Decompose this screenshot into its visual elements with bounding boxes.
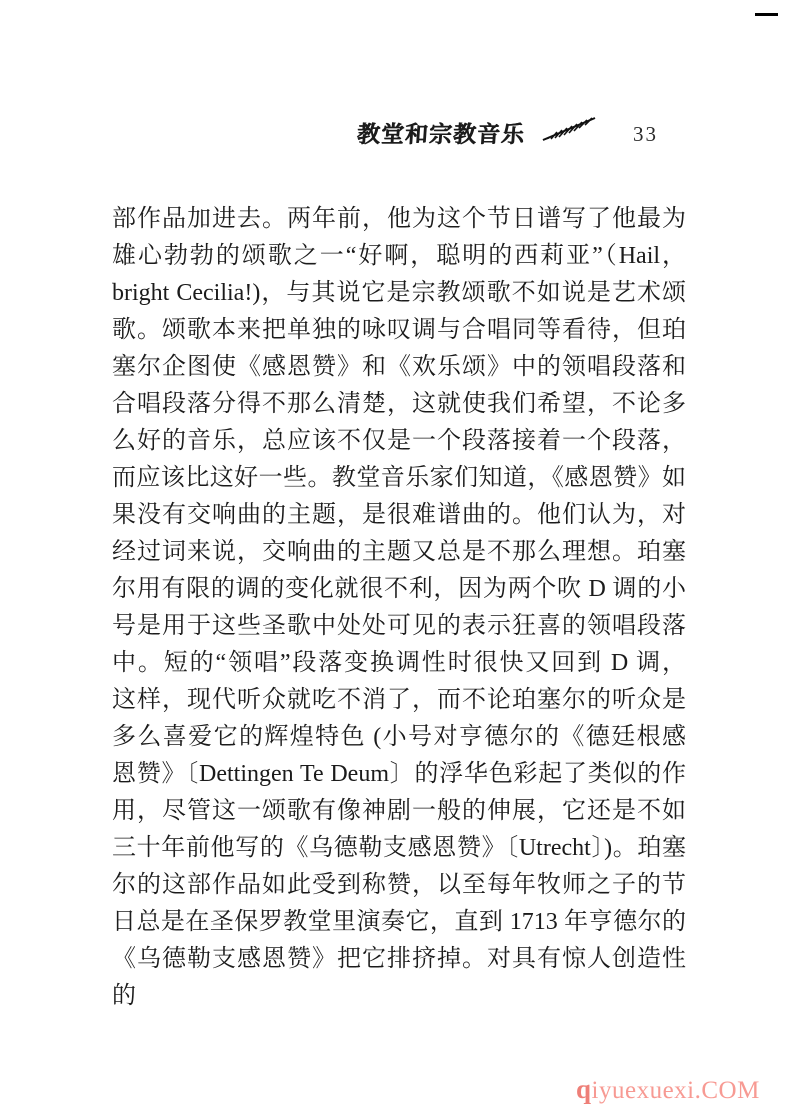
body-text-line: bright Cecilia!)，与其说它是宗教颂歌不如说是艺术颂	[112, 280, 686, 306]
body-text-line: 多么喜爱它的辉煌特色 (小号对亨德尔的《德廷根感	[112, 724, 686, 750]
body-text-line: 用，尽管这一颂歌有像神剧一般的伸展，它还是不如	[112, 798, 686, 824]
body-text-line: 中。短的“领唱”段落变换调性时很快又回到 D 调，	[112, 650, 686, 676]
body-text-line: 歌。颂歌本来把单独的咏叹调与合唱同等看待，但珀	[112, 317, 686, 343]
crop-mark	[755, 13, 778, 16]
body-text-line: 么好的音乐，总应该不仅是一个段落接着一个段落，	[112, 428, 686, 454]
chapter-title: 教堂和宗教音乐	[355, 122, 526, 147]
body-text-line: 塞尔企图使《感恩赞》和《欢乐颂》中的领唱段落和	[112, 354, 686, 380]
watermark-q: q	[576, 1074, 592, 1104]
body-text-line: 雄心勃勃的颂歌之一“好啊，聪明的西莉亚”（Hail，	[112, 243, 686, 269]
body-text-line: 而应该比这好一些。教堂音乐家们知道，《感恩赞》如	[112, 465, 686, 491]
body-text-block	[112, 201, 686, 1009]
body-text-line: 部作品加进去。两年前，他为这个节日谱写了他最为	[112, 206, 686, 232]
watermark	[576, 1074, 760, 1105]
body-text-line: 合唱段落分得不那么清楚，这就使我们希望，不论多	[112, 391, 686, 417]
watermark-suffix: .COM	[694, 1077, 760, 1104]
body-text-line: 《乌德勒支感恩赞》把它排挤掉。对具有惊人创造性的	[112, 946, 686, 1009]
body-text-line: 尔用有限的调的变化就很不利，因为两个吹 D 调的小	[112, 576, 686, 602]
body-text-line: 经过词来说，交响曲的主题又总是不那么理想。珀塞	[112, 539, 686, 565]
body-text-line: 日总是在圣保罗教堂里演奏它，直到 1713 年亨德尔的	[112, 909, 686, 935]
body-text-line: 恩赞》〔Dettingen Te Deum〕的浮华色彩起了类似的作	[112, 761, 686, 787]
body-text-line: 三十年前他写的《乌德勒支感恩赞》〔Utrecht〕)。珀塞	[112, 835, 686, 861]
watermark-rest: iyuexuexi	[591, 1077, 695, 1104]
body-text-line: 尔的这部作品如此受到称赞，以至每年牧师之子的节	[112, 872, 686, 898]
body-text-line: 果没有交响曲的主题，是很难谱曲的。他们认为，对	[112, 502, 686, 528]
flourish-icon	[541, 112, 599, 144]
body-text-line: 号是用于这些圣歌中处处可见的表示狂喜的领唱段落	[112, 613, 686, 639]
page-number: 33	[633, 122, 658, 146]
body-text-line: 这样，现代听众就吃不消了，而不论珀塞尔的听众是	[112, 687, 686, 713]
